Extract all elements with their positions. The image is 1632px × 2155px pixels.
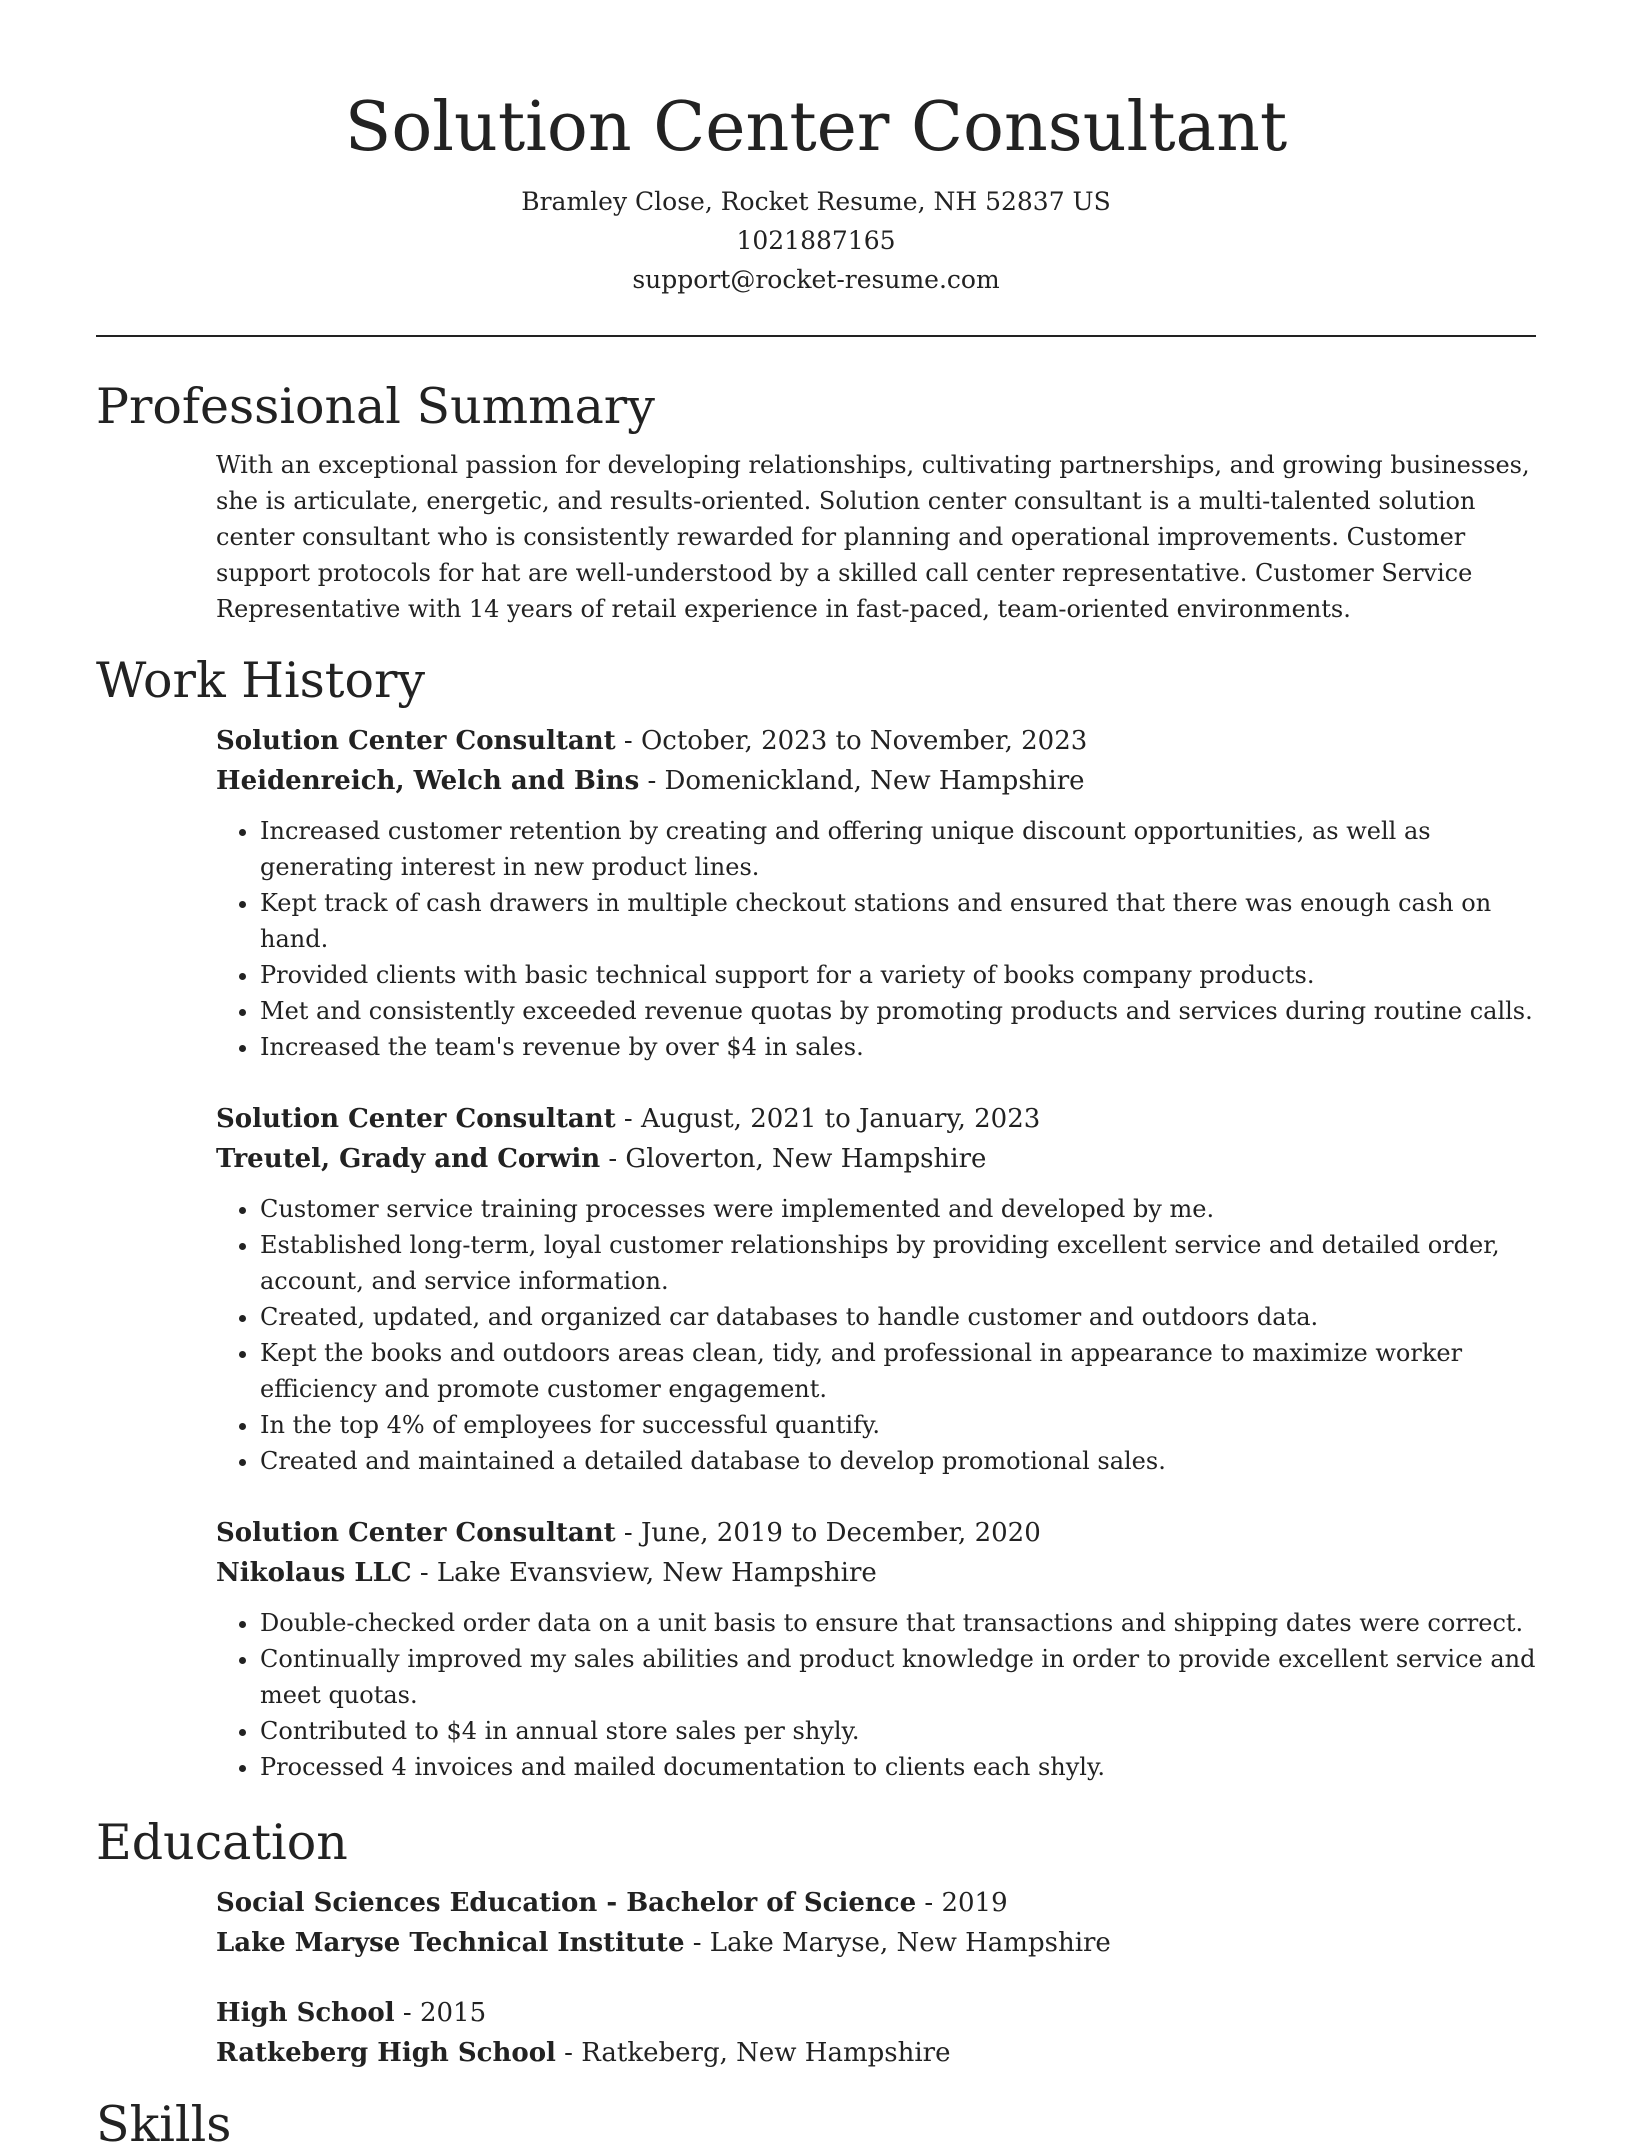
education-school-line [216,2033,1536,2073]
job-bullet: • Contributed to $4 in annual store sales per shyly. [260,1713,1536,1749]
summary-text: With an exceptional passion for developing relationships, cultivating partnerships, and growing businesses, she is articulate, energetic, and results-oriented. Solution center consultant is a multi-talented solution center consultant who is consistently rewarded for planning and operational improvements. Customer support protocols for hat are well-understood by a skilled call center representative. Customer Service Representative with 14 years of retail experience in fast-paced, team-oriented environments. [216,451,1530,623]
resume-header [96,0,1536,299]
job-bullet: • Created and maintained a detailed database to develop promotional sales. [260,1443,1536,1479]
job-role: Solution Center Consultant [216,726,616,756]
education-degree-line [216,1993,1536,2033]
job-bullet: • Increased customer retention by creating and offering unique discount opportunities, as well as generating interest in new product lines. [260,813,1536,885]
job-bullet: • Met and consistently exceeded revenue quotas by promoting products and services during routine calls. [260,993,1536,1029]
section-title-work: Work History [96,652,426,709]
job-bullet: • Continually improved my sales abilities and product knowledge in order to provide excellent service and meet quotas. [260,1641,1536,1713]
section-title-education: Education [96,1814,348,1871]
job-entry [216,721,1536,1065]
job-bullet: • Processed 4 invoices and mailed documentation to clients each shyly. [260,1749,1536,1785]
job-bullet: • Double-checked order data on a unit basis to ensure that transactions and shipping dates were correct. [260,1605,1536,1641]
job-bullets [216,1605,1536,1785]
job-company: Heidenreich, Welch and Bins [216,766,640,796]
job-bullet: • Provided clients with basic technical support for a variety of books company products. [260,957,1536,993]
job-company-line [216,761,1536,801]
job-dates: - June, 2019 to December, 2020 [615,1518,1041,1548]
education-entry [216,1883,1536,1963]
resume-page [96,0,1536,2155]
job-bullet: • Kept the books and outdoors areas clean, tidy, and professional in appearance to maximize worker efficiency and promote customer engagement. [260,1335,1536,1407]
job-entry [216,1099,1536,1479]
section-education [96,1813,1536,2073]
job-company-line [216,1139,1536,1179]
section-title-summary: Professional Summary [96,378,655,435]
job-role: Solution Center Consultant [216,1518,616,1548]
education-degree: High School [216,1998,395,2028]
job-title-line [216,721,1536,761]
job-dates: - August, 2021 to January, 2023 [615,1104,1041,1134]
job-title-line [216,1099,1536,1139]
job-location: - Gloverton, New Hampshire [600,1144,987,1174]
job-company: Nikolaus LLC [216,1558,412,1588]
education-degree: Social Sciences Education - Bachelor of Science [216,1888,917,1918]
contact-address: Bramley Close, Rocket Resume, NH 52837 US [521,187,1111,216]
education-school: Ratkeberg High School [216,2038,556,2068]
education-location: - Lake Maryse, New Hampshire [684,1928,1111,1958]
job-location: - Domenickland, New Hampshire [639,766,1085,796]
education-school: Lake Maryse Technical Institute [216,1928,685,1958]
job-company-line [216,1553,1536,1593]
job-role: Solution Center Consultant [216,1104,616,1134]
section-professional-summary [96,377,1536,627]
job-title-line [216,1513,1536,1553]
job-bullets [216,813,1536,1065]
education-location: - Ratkeberg, New Hampshire [555,2038,951,2068]
header-divider [96,335,1536,337]
education-entry [216,1993,1536,2073]
job-bullets [216,1191,1536,1479]
education-year: - 2019 [916,1888,1008,1918]
contact-phone: 1021887165 [736,226,896,255]
job-bullet: • Created, updated, and organized car databases to handle customer and outdoors data. [260,1299,1536,1335]
job-bullet: • Increased the team's revenue by over $4 in sales. [260,1029,1536,1065]
job-dates: - October, 2023 to November, 2023 [615,726,1088,756]
job-bullet: • Established long-term, loyal customer relationships by providing excellent service and detailed order, account, and service information. [260,1227,1536,1299]
job-bullet: • Kept track of cash drawers in multiple checkout stations and ensured that there was enough cash on hand. [260,885,1536,957]
contact-block [96,182,1536,299]
section-skills [96,2095,1536,2155]
job-bullet: • In the top 4% of employees for successful quantify. [260,1407,1536,1443]
job-bullet: • Customer service training processes were implemented and developed by me. [260,1191,1536,1227]
contact-email: support@rocket-resume.com [632,265,1000,294]
section-title-skills: Skills [96,2096,232,2153]
job-location: - Lake Evansview, New Hampshire [411,1558,877,1588]
education-school-line [216,1923,1536,1963]
candidate-name: Solution Center Consultant [344,88,1288,167]
education-year: - 2015 [394,1998,487,2028]
section-work-history [96,651,1536,1785]
education-degree-line [216,1883,1536,1923]
job-entry [216,1513,1536,1785]
job-company: Treutel, Grady and Corwin [216,1144,601,1174]
